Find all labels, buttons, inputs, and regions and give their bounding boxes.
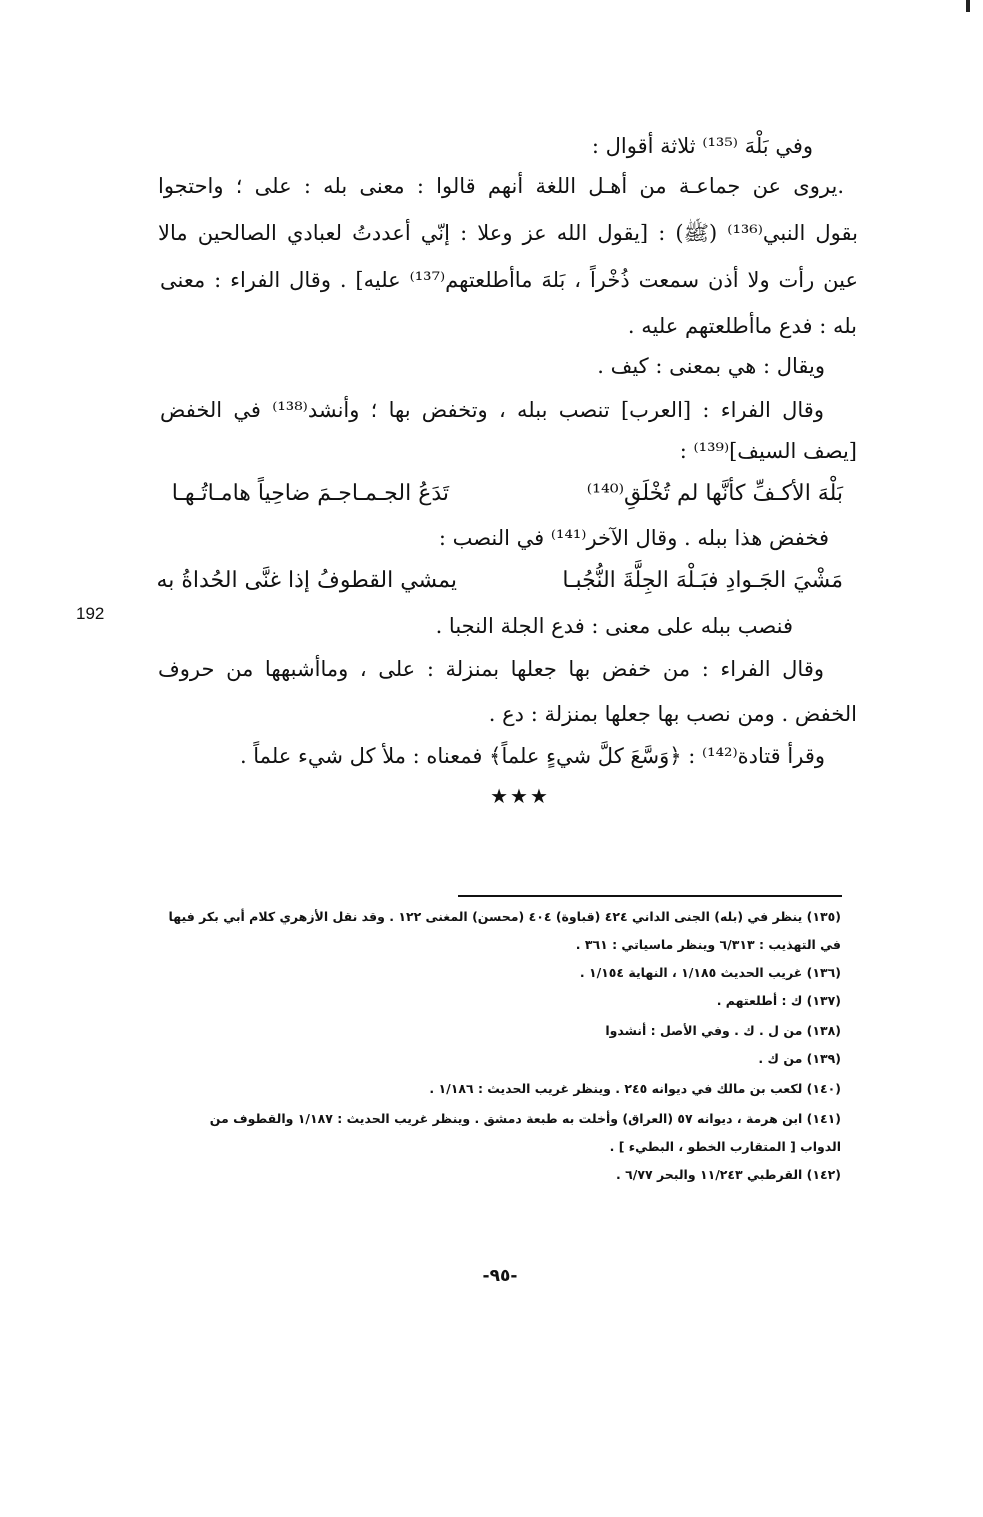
verse-1-second-hemistich: بَلْهَ الأكـفِّ كأنَّها لم تُخْلَقِ⁽¹⁴⁰⁾ (586, 481, 843, 506)
footnote-136: (١٣٦) غريب الحديث ١/١٨٥ ، النهاية ١/١٥٤ . (579, 965, 841, 980)
body-line-8: [يصف السيف]⁽¹³⁹⁾ : (679, 439, 857, 463)
body-line-6: ويقال : هي بمعنى : كيف . (597, 354, 825, 378)
body-line-11: وقال الفراء : من خفض بها جعلها بمنزلة : على ، وماأشبهها من حروف (158, 657, 824, 681)
page-number: -٩٥- (482, 1266, 518, 1286)
body-line-2: .يروى عن جماعـة من أهـل اللغة أنهم قالوا : معنى بله : على ؛ واحتجوا (158, 174, 844, 198)
footnote-135-continued: في التهذيب : ٦/٣١٣ وينظر ماسياتي : ٣٦١ . (575, 937, 841, 952)
footnote-141-continued: الدواب [ المتقارب الخطو ، البطيء ] . (609, 1139, 841, 1154)
body-line-9: فخفض هذا ببله . وقال الآخر⁽¹⁴¹⁾ في النصب : (438, 526, 829, 550)
footnote-139: (١٣٩) من ك . (758, 1051, 841, 1066)
verse-2-second-hemistich: مَشْيَ الجَـوادِ فبَـلْهَ الجِلَّةَ النُّجُبـا (562, 568, 843, 593)
body-line-12: الخفض . ومن نصب بها جعلها بمنزلة : دع . (488, 702, 857, 726)
page-marker: 192 (76, 604, 105, 623)
footnote-135: (١٣٥) ينظر في (بله) الجنى الداني ٤٢٤ (قباوة) ٤٠٤ (محسن) المغنى ١٢٢ . وقد نقل الأزهري كلام أبي بكر فيها (168, 909, 841, 924)
body-line-1: وفي بَلْهَ ⁽¹³⁵⁾ ثلاثة أقوال : (591, 134, 813, 158)
footnote-137: (١٣٧) ك : أطلعتهم . (716, 993, 841, 1008)
footnote-141: (١٤١) ابن هرمة ، ديوانه ٥٧ (العراق) وأخلت به طبعة دمشق . وينظر غريب الحديث : ١/١٨٧ والقطوف من (209, 1111, 841, 1126)
footnote-142: (١٤٢) القرطبي ١١/٢٤٣ والبحر ٦/٧٧ . (616, 1167, 841, 1182)
body-line-10: فنصب ببله على معنى : فدع الجلة النجبا . (435, 614, 793, 638)
body-line-3: بقول النبي⁽¹³⁶⁾ (ﷺ) : [يقول الله عز وعلا : إنّي أعددتُ لعبادي الصالحين مالا (158, 221, 858, 245)
verse-2-first-hemistich: يمشي القطوفُ إذا غنَّى الحُداةُ به (156, 568, 457, 593)
body-line-7: وقال الفراء : [العرب] تنصب ببله ، وتخفض بها ؛ وأنشد⁽¹³⁸⁾ في الخفض (160, 398, 824, 422)
footnote-rule (458, 895, 842, 897)
footnote-138: (١٣٨) من ل . ك . وفي الأصل : أنشدوا (605, 1023, 841, 1038)
section-separator-stars: ★★★ (490, 784, 550, 808)
footnote-140: (١٤٠) لكعب بن مالك في ديوانه ٢٤٥ . وينظر غريب الحديث : ١/١٨٦ . (429, 1081, 841, 1096)
body-line-13: وقرأ قتادة⁽¹⁴²⁾ : ﴿وَسَّعَ كلَّ شيءٍ علماً﴾ فمعناه : ملأ كل شيء علماً . (239, 744, 825, 768)
verse-1-first-hemistich: تَدَعُ الجـمـاجـمَ ضاحِياً هامـاتُـهـا (171, 481, 449, 506)
body-line-4: عين رأت ولا أذن سمعت ذُخْراً ، بَلهَ ماأطلعتهم⁽¹³⁷⁾ عليه] . وقال الفراء : معنى (160, 268, 858, 292)
body-line-5: بله : فدع ماأطلعتهم عليه . (627, 314, 857, 338)
scan-edge-mark (966, 0, 970, 12)
